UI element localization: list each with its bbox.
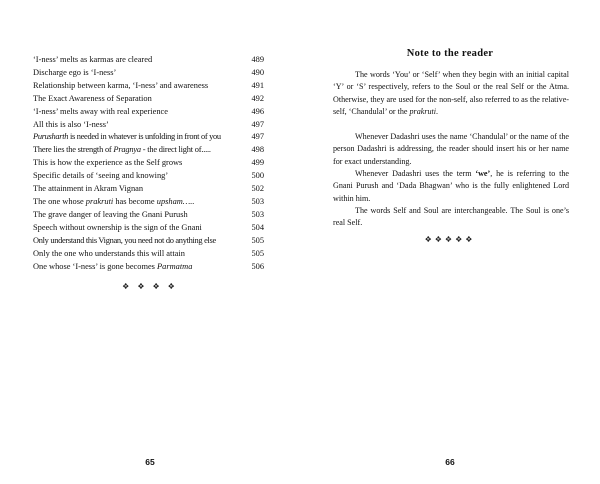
toc-page-number: 500 — [251, 171, 264, 181]
toc-title: ‘I-ness’ melts away with real experience — [33, 106, 168, 116]
toc-entry — [33, 93, 264, 106]
toc-entry — [33, 80, 264, 93]
toc-entry — [33, 119, 264, 132]
toc-entry — [33, 54, 264, 67]
note-italic-term: prakruti — [409, 107, 437, 117]
toc-title-italic: Purusharth — [33, 132, 69, 142]
toc-title: Speech without ownership is the sign of the Gnani — [33, 222, 202, 232]
toc-title-rest: - the direct light of..... — [140, 145, 211, 155]
toc-entry — [33, 131, 264, 144]
toc-title — [33, 144, 249, 157]
toc-page-number: 498 — [251, 145, 264, 155]
toc-title: Specific details of ‘seeing and knowing’ — [33, 171, 169, 181]
section-ornament: ❖ ❖ ❖ ❖ — [122, 282, 178, 291]
toc-entry — [33, 222, 264, 235]
toc-page-number: 504 — [251, 222, 264, 232]
toc-entry — [33, 261, 264, 274]
toc-title-italic-2: upsham….. — [156, 196, 195, 206]
toc-title: All this is also ‘I-ness’ — [33, 119, 109, 129]
note-text: Whenever Dadashri uses the term — [355, 169, 476, 178]
toc-entry — [33, 235, 264, 248]
note-paragraph: Whenever Dadashri uses the name ‘Chandulal’ or the name of the person Dadashri is addressing, the reader should insert his or her name for exact understanding. — [333, 132, 569, 166]
note-title: Note to the reader — [406, 48, 494, 59]
toc-page-number: 505 — [251, 235, 264, 245]
table-of-contents — [33, 54, 264, 273]
toc-page-number: 505 — [251, 248, 264, 258]
toc-title: The attainment in Akram Vignan — [33, 184, 144, 194]
section-ornament: ❖❖❖❖❖ — [424, 235, 476, 244]
toc-page-number: 503 — [251, 209, 264, 219]
toc-title: Only understand this Vignan, you need not do anything else — [33, 235, 216, 245]
toc-page-number: 490 — [251, 67, 264, 77]
toc-page-number: 496 — [251, 106, 264, 116]
toc-title: The Exact Awareness of Separation — [33, 93, 152, 103]
toc-page-number: 489 — [251, 55, 264, 64]
toc-title — [33, 261, 249, 274]
note-text: The words ‘You’ or ‘Self’ when they begin with an initial capital ‘Y’ or ‘S’ respectively, refers to the Soul or the real Self or the Atma. Otherwise, they are used for the non-self, also referred to as the relative-self, ‘Chandulal’ or the — [333, 70, 569, 117]
toc-page-number: 502 — [251, 184, 264, 194]
toc-entry — [33, 209, 264, 222]
toc-entry — [33, 157, 264, 170]
toc-title: ‘I-ness’ melts as karmas are cleared — [33, 55, 153, 64]
note-paragraph — [333, 69, 569, 119]
toc-entry — [33, 183, 264, 196]
toc-title-italic: prakruti — [85, 196, 114, 206]
toc-title: This is how the experience as the Self grows — [33, 158, 183, 168]
toc-title: Relationship between karma, ‘I-ness’ and awareness — [33, 80, 209, 90]
page-number: 66 — [445, 457, 455, 467]
note-bold-term: ‘we’ — [475, 169, 491, 178]
page-number: 65 — [145, 457, 155, 467]
right-page — [300, 0, 600, 484]
toc-title: Discharge ego is ‘I-ness’ — [33, 67, 117, 77]
toc-page-number: 506 — [251, 261, 264, 271]
toc-entry — [33, 196, 264, 209]
toc-title: Only the one who understands this will attain — [33, 248, 185, 258]
toc-title-pre: The one whose — [33, 196, 86, 206]
note-paragraph: The words Self and Soul are interchangeable. The Soul is one’s real Self. — [333, 206, 569, 228]
toc-page-number: 499 — [251, 158, 264, 168]
toc-entry — [33, 106, 264, 119]
toc-entry — [33, 248, 264, 261]
toc-title-pre: One whose ‘I-ness’ is gone becomes — [33, 261, 158, 271]
note-paragraph — [333, 168, 569, 205]
toc-entry — [33, 144, 264, 157]
toc-page-number: 497 — [251, 119, 264, 129]
toc-page-number: 497 — [251, 132, 264, 142]
toc-title — [33, 196, 249, 209]
toc-title-mid: has become — [113, 196, 157, 206]
note-text-end: , he is referring to the Gnani Purush and ‘Dada Bhagwan’ who is the fully enlightened Lord within him. — [333, 169, 569, 203]
toc-title-pre: There lies the strength of — [33, 145, 114, 155]
toc-title-italic: Parmatma — [157, 261, 193, 271]
toc-title-rest: is needed in whatever is unfolding in front of you — [68, 132, 221, 142]
toc-title — [33, 131, 249, 144]
toc-entry — [33, 170, 264, 183]
toc-title-italic: Pragnya — [113, 145, 141, 155]
toc-page-number: 491 — [251, 80, 264, 90]
toc-page-number: 503 — [251, 196, 264, 206]
toc-page-number: 492 — [251, 93, 264, 103]
note-text-end: . — [436, 107, 439, 117]
toc-entry — [33, 67, 264, 80]
toc-title: The grave danger of leaving the Gnani Purush — [33, 209, 188, 219]
